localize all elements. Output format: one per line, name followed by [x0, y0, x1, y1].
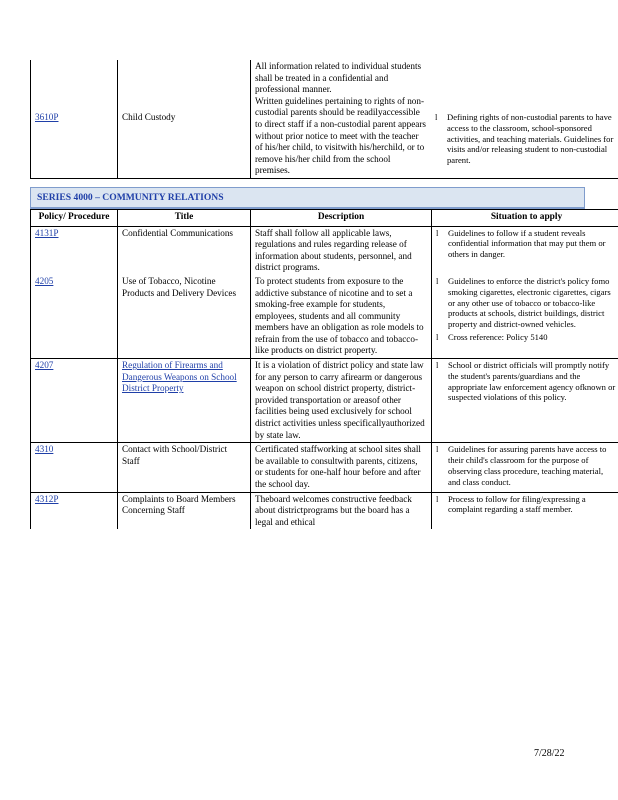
description-paragraph: All information related to individual students shall be treated in a confidential and professional manner. [255, 61, 422, 95]
bullet-marker: l [436, 493, 439, 504]
bullet-marker: l [435, 112, 438, 122]
table-row [31, 60, 618, 178]
description-cell: Certificated staffworking at school sites shall be available to consultwith parents, citizens, or students for one-half hour before and after the school day. [251, 443, 432, 492]
situation-cell [432, 275, 618, 359]
title-cell: Complaints to Board Members Concerning Staff [118, 492, 251, 529]
bullet-marker: l [436, 227, 439, 238]
description-paragraph: Written guidelines pertaining to rights of non-custodial parents should be readilyaccessible to direct staff if a non-custodial parent appears without prior notice to meet with the teacher of his/her child, to visitwith his/herchild, or to remove his/her child from the school premises. [255, 95, 427, 176]
header-policy: Policy/ Procedure [31, 209, 118, 226]
situation-bullet: l Defining rights of non-custodial parents to have access to the classroom, school-sponsored activities, and teaching materials. Guidelines for visits and/or releasing student to non-custodial parent. [435, 112, 614, 166]
situation-bullet: l Process to follow for filing/expressing a complaint regarding a staff member. [436, 493, 586, 515]
policy-link[interactable]: 4205 [35, 275, 54, 286]
title-cell: Use of Tobacco, Nicotine Products and Delivery Devices [118, 275, 251, 359]
table-row [31, 443, 618, 492]
policy-cell [31, 443, 118, 492]
policy-cell [31, 492, 118, 529]
header-title: Title [118, 209, 251, 226]
policy-cell [31, 359, 118, 443]
title-cell [118, 359, 251, 443]
header-row [31, 209, 618, 226]
column-header-table [30, 209, 618, 227]
series-4000-table [30, 227, 618, 530]
bullet-marker: l [436, 275, 439, 286]
situation-cell [431, 60, 618, 178]
series-3000-continued-table [30, 60, 618, 179]
situation-cell [432, 443, 618, 492]
bullet-marker: l [436, 331, 439, 342]
description-cell: Staff shall follow all applicable laws, regulations and rules regarding release of information about students, personnel, and district programs. [251, 227, 432, 275]
series-heading: SERIES 4000 – COMMUNITY RELATIONS [30, 187, 585, 209]
policy-link[interactable]: 4310 [35, 444, 54, 455]
situation-bullet: l Guidelines for assuring parents have access to their child's classroom for the purpose of observing class procedure, teaching material, and class conduct. [436, 444, 607, 487]
table-row [31, 227, 618, 275]
cross-reference-text: Cross reference: Policy 5140 [448, 331, 548, 342]
policy-link[interactable]: 4312P [35, 493, 59, 504]
situation-cell [432, 359, 618, 443]
policy-link[interactable]: 4207 [35, 360, 54, 371]
description-cell: It is a violation of district policy and state law for any person to carry afirearm or dangerous weapon on school district property, district-provided transportation or areasof other facilities being used exclusively for school district activities unless specificallyauthorized by state law. [251, 359, 432, 443]
table-row [31, 359, 618, 443]
situation-cell [432, 492, 618, 529]
description-cell: Theboard welcomes constructive feedback about districtprograms but the board has a legal and ethical [251, 492, 432, 529]
policy-cell [31, 60, 118, 178]
table-row [31, 275, 618, 359]
title-cell: Contact with School/District Staff [118, 443, 251, 492]
title-cell: Confidential Communications [118, 227, 251, 275]
header-situation: Situation to apply [432, 209, 618, 226]
policy-link[interactable]: 4131P [35, 227, 59, 238]
situation-bullet: l School or district officials will promptly notify the student's parents/guardians and the appropriate law enforcement agency ofknown or suspected violations of this policy. [436, 360, 616, 403]
situation-bullet [436, 332, 617, 344]
table-row [31, 492, 618, 529]
situation-bullet: l Guidelines to enforce the district's policy fomo smoking cigarettes, electronic cigarettes, cigars or any other use of tobacco or tobacco-like products at schools, district buildings, district property and district-owned vehicles. [436, 275, 611, 330]
title-cell: Child Custody [118, 60, 251, 178]
bullet-marker: l [436, 444, 439, 455]
description-cell: To protect students from exposure to the addictive substance of nicotine and to set a smoking-free example for students, employees, students and all community members have an obligation as role models to refrain from the use of tobacco and tobacco-like products on district property. [251, 275, 432, 359]
situation-cell [432, 227, 618, 275]
policy-link[interactable]: 3610P [35, 112, 59, 122]
description-cell [251, 60, 432, 178]
policy-cell [31, 275, 118, 359]
policy-cell [31, 227, 118, 275]
footer-date: 7/28/22 [534, 748, 565, 759]
document-page [30, 60, 616, 529]
bullet-marker: l [436, 360, 439, 371]
situation-bullet: l Guidelines to follow if a student reveals confidential information that may put them or others in danger. [436, 227, 606, 260]
header-description: Description [251, 209, 432, 226]
title-link[interactable]: Regulation of Firearms and Dangerous Weapons on School District Property [122, 360, 237, 394]
